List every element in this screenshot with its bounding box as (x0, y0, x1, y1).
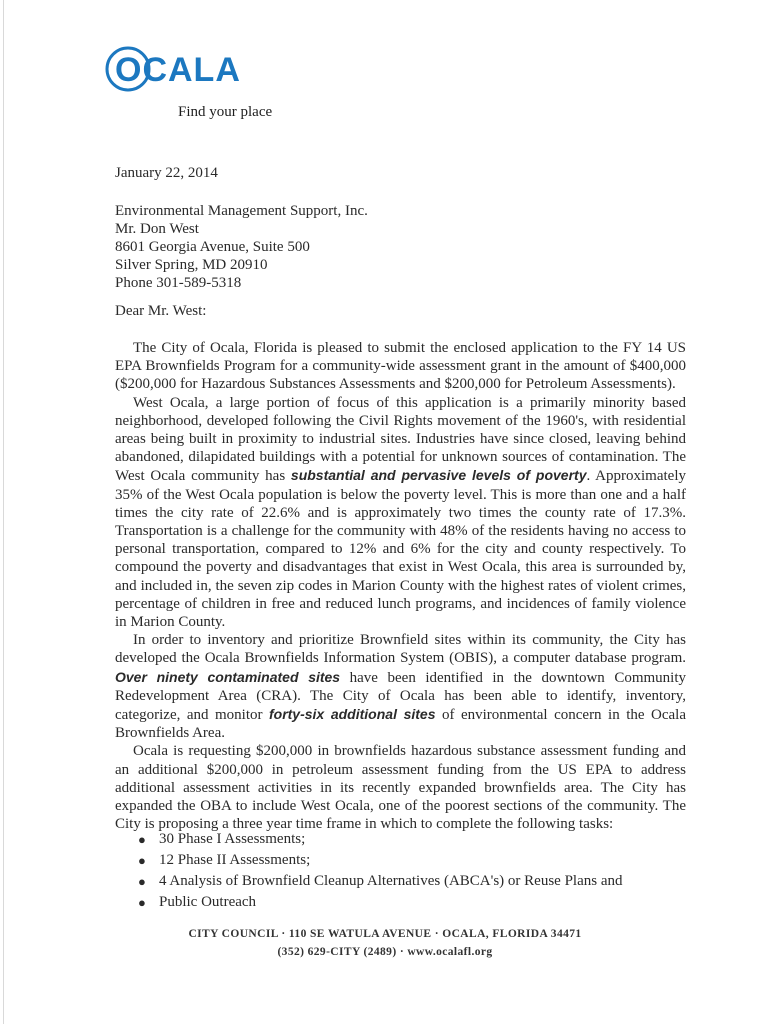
paragraph-text: Ocala is requesting $200,000 in brownfields hazardous substance assessment funding and an additional $200,000 in petroleum assessment funding from the US EPA to address additional assessment activities in its recently expanded brownfields area. The City has expanded the OBA to include West Ocala, one of the poorest sections of the community. The City is proposing a three year time frame in which to complete the following tasks: (115, 743, 686, 833)
recipient-street: 8601 Georgia Avenue, Suite 500 (115, 239, 310, 255)
paragraph-intro (115, 339, 686, 394)
task-text: 30 Phase I Assessments; (159, 831, 306, 847)
letter-date: January 22, 2014 (115, 165, 218, 181)
recipient-company: Environmental Management Support, Inc. (115, 203, 368, 219)
footer-contact: (352) 629-CITY (2489) · www.ocalafl.org (277, 946, 493, 958)
bullet-icon: ● (138, 874, 146, 889)
list-item (115, 892, 622, 913)
paragraph-inventory (115, 631, 686, 742)
paragraph-text: In order to inventory and prioritize Brownfield sites within its community, the City has developed the Ocala Brownfields Information System (OBIS), a computer database program. (115, 632, 686, 667)
emphasis-ninety-sites: Over ninety contaminated sites (115, 668, 341, 685)
emphasis-poverty: substantial and pervasive levels of poverty (290, 467, 587, 484)
bullet-icon: ● (138, 832, 146, 847)
paragraph-text: have been identified in the downtown Community Redevelopment Area (CRA). The City of Ocala has been able to identify, inventory, categorize, and monitor (115, 669, 686, 724)
list-item (115, 829, 622, 850)
paragraph-text: . Approximately 35% of the West Ocala population is below the poverty level. This is more than one and a half times the city rate of 22.6% and is approximately two times the county rate of 17.3%. Transportation is a challenge for the community with 48% of the residents having no access to personal transportation, compared to 12% and 6% for the city and county respectively. To compound the poverty and disadvantages that exist in West Ocala, this area is surrounded by, and included in, the seven zip codes in Marion County with the highest rates of violent crimes, percentage of children in free and reduced lunch programs, and incidences of family violence in Marion County. (115, 468, 686, 631)
logo-wordmark: OCALA (115, 51, 241, 89)
emphasis-forty-six-sites: forty-six additional sites (268, 706, 436, 723)
task-text: 4 Analysis of Brownfield Cleanup Alternatives (ABCA's) or Reuse Plans and (159, 873, 623, 889)
page-edge-line (3, 0, 4, 1024)
letter-body (115, 339, 686, 833)
list-item (115, 871, 622, 892)
paragraph-intro-text: The City of Ocala, Florida is pleased to submit the enclosed application to the FY 14 US EPA Brownfields Program for a community-wide assessment grant in the amount of $400,000 ($200,000 for Hazardous Substances Assessments and $200,000 for Petroleum Assessments). (115, 340, 686, 393)
footer-address: CITY COUNCIL · 110 SE WATULA AVENUE · OCALA, FLORIDA 34471 (188, 928, 582, 940)
task-text: 12 Phase II Assessments; (159, 852, 311, 868)
paragraph-west-ocala (115, 394, 686, 632)
salutation: Dear Mr. West: (115, 303, 207, 319)
ocala-logo (104, 44, 279, 92)
paragraph-request (115, 742, 686, 833)
paragraph-text: of environmental concern in the Ocala Brownfields Area. (115, 707, 686, 742)
recipient-city: Silver Spring, MD 20910 (115, 257, 268, 273)
list-item (115, 850, 622, 871)
letterhead-footer (0, 925, 770, 961)
recipient-address (115, 202, 368, 292)
task-text: Public Outreach (159, 894, 257, 910)
tagline: Find your place (178, 104, 273, 120)
paragraph-text: West Ocala, a large portion of focus of this application is a primarily minority based neighborhood, developed following the Civil Rights movement of the 1960's, with residential areas being built in proximity to industrial sites. Industries have since closed, leaving behind abandoned, dilapidated buildings with a potential for unknown sources of contamination. The West Ocala community has (115, 394, 686, 485)
bullet-icon: ● (138, 853, 146, 868)
task-list (115, 829, 622, 913)
recipient-name: Mr. Don West (115, 221, 199, 237)
recipient-phone: Phone 301-589-5318 (115, 275, 242, 291)
bullet-icon: ● (138, 895, 146, 910)
